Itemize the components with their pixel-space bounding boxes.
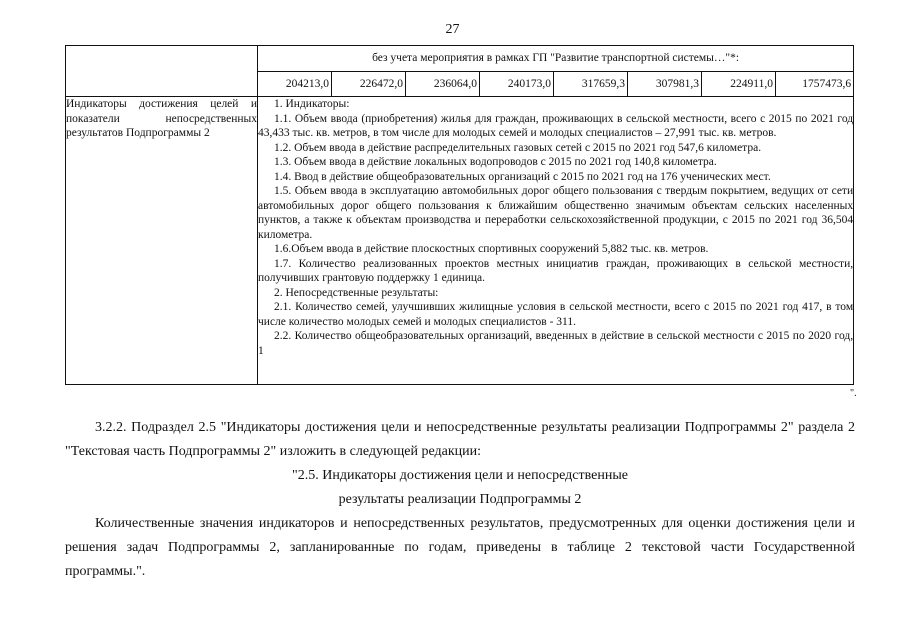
indicator-item: 1.6.Объем ввода в действие плоскостных спортивных сооружений 5,882 тыс. кв. метров. <box>274 243 709 255</box>
indicator-item: 1. Индикаторы: <box>274 98 350 110</box>
funding-value: 224911,0 <box>702 72 776 97</box>
funding-total: 1757473,6 <box>776 72 854 97</box>
funding-value: 240173,0 <box>480 72 554 97</box>
indicator-item: 1.3. Объем ввода в действие локальных водопроводов с 2015 по 2021 год 140,8 километра. <box>274 156 717 168</box>
section-heading-line1: "2.5. Индикаторы достижения цели и непосредственные <box>292 468 628 483</box>
label-word: достижения <box>139 98 198 110</box>
indicators-content-cell <box>258 97 854 385</box>
section-heading-line2: результаты реализации Подпрограммы 2 <box>338 492 582 507</box>
indicator-item: 1.7. Количество реализованных проектов местных инициатив граждан, проживающих в сельской местности, получивших грантовую поддержку 1 единица. <box>258 257 854 284</box>
result-item: 2. Непосредственные результаты: <box>274 286 439 299</box>
indicators-row <box>66 97 854 385</box>
table-header-row <box>66 46 854 72</box>
funding-value: 317659,3 <box>554 72 628 97</box>
label-word: результатов Подпрограммы 2 <box>66 127 210 139</box>
page-number: 27 <box>445 22 460 37</box>
section-paragraph: Количественные значения индикаторов и непосредственных результатов, предусмотренных для оценки достижения цели и решения задач Подпрограммы 2, запланированные по годам, приведены в таблице 2 текстовой части Государственной программы.". <box>65 516 855 579</box>
table-close-mark: ". <box>850 388 857 399</box>
empty-label-cell <box>66 46 258 97</box>
label-word: показатели <box>66 112 120 125</box>
indicator-item: 1.2. Объем ввода в действие распределительных газовых сетей с 2015 по 2021 год 547,6 километра. <box>274 141 762 154</box>
indicators-table <box>65 45 854 385</box>
result-item: 2.2. Количество общеобразовательных организаций, введенных в действие в сельской местности с 2015 по 2020 год, 1 <box>258 330 854 357</box>
label-line <box>66 97 257 112</box>
label-line <box>66 126 257 141</box>
result-item: 2.1. Количество семей, улучшивших жилищные условия в сельской местности, всего с 2015 по 2021 год 417, в том числе количество молодых семей и молодых специалистов - 311. <box>258 301 854 328</box>
funding-value: 226472,0 <box>332 72 406 97</box>
funding-value: 307981,3 <box>628 72 702 97</box>
indicator-item: 1.5. Объем ввода в эксплуатацию автомобильных дорог общего пользования с твердым покрытием, ведущих от сети автомобильных дорог общего пользования к ближайшим общественно значимым объектам сельских населенных пунктов, а также к объектам производства и переработки сельскохозяйственной продукции, с 2015 по 2021 год 36,504 километра. <box>258 185 854 241</box>
label-word: Индикаторы <box>66 98 127 110</box>
indicator-item: 1.1. Объем ввода (приобретения) жилья для граждан, проживающих в сельской местности, всего с 2015 по 2021 год 43,433 тыс. кв. метров, в том числе для молодых семей и молодых специалистов – 27,991 тыс. кв. метров. <box>258 112 854 139</box>
indicators-label-cell <box>66 97 258 385</box>
label-word: непосредственных <box>165 112 257 125</box>
label-word: и <box>250 98 257 110</box>
funding-header: без учета мероприятия в рамках ГП "Развитие транспортной системы…"*: <box>258 46 854 72</box>
body-text <box>65 416 855 584</box>
funding-value: 204213,0 <box>258 72 332 97</box>
amendment-paragraph: 3.2.2. Подраздел 2.5 "Индикаторы достижения цели и непосредственные результаты реализации Подпрограммы 2" раздела 2 "Текстовая часть Подпрограммы 2" изложить в следующей редакции: <box>65 420 855 459</box>
label-word: целей <box>210 98 239 110</box>
label-line <box>66 112 257 127</box>
funding-value: 236064,0 <box>406 72 480 97</box>
indicator-item: 1.4. Ввод в действие общеобразовательных организаций с 2015 по 2021 год на 176 ученических мест. <box>274 170 771 183</box>
